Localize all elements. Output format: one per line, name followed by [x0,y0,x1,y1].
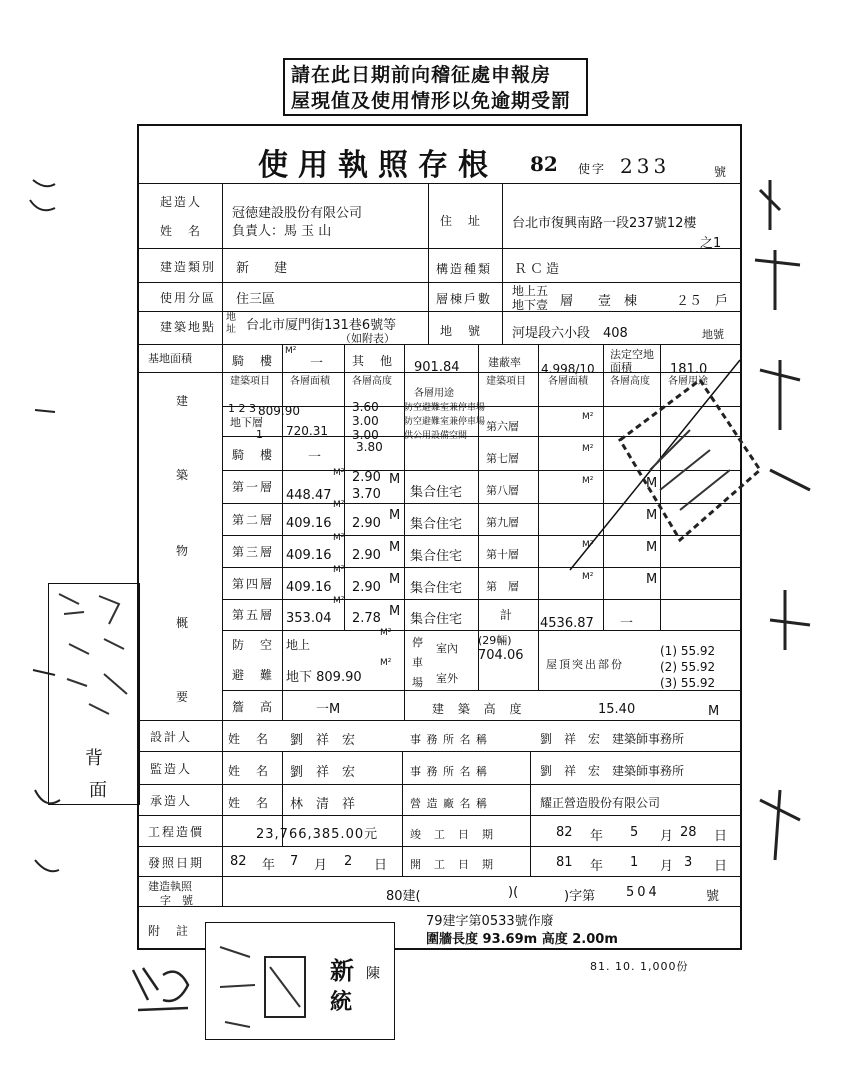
floors-hu: ２５ 戶 [676,294,729,309]
unit-m: M [646,476,658,491]
floors-above: 地上五 [512,284,549,298]
supervisor-name: 劉 祥 宏 [290,765,356,780]
unit-m: M [389,604,401,619]
permit-mid-field: )( [508,885,519,900]
address-value: 台北市復興南路一段237號12樓 [512,216,697,231]
height-unit: M [708,704,720,719]
row-divider [137,720,742,721]
floor-3-use: 集合住宅 [410,549,463,564]
complete-month: 5 [630,825,639,840]
parking-label-1: 停 [412,636,423,649]
col-header-item-2: 建築項目 [486,376,526,387]
basement-height-1: 3.60 [352,400,379,414]
floor-1-height-2: 3.70 [352,487,381,502]
floor-1-height: 2.90 [352,470,381,485]
unit-m2: M² [380,628,392,638]
unit-m2: M² [380,658,392,668]
roof-value-1: (1) 55.92 [660,644,716,658]
supervisor-office: 劉 祥 宏 建築師事務所 [540,764,685,778]
unit-m: M [646,540,658,555]
build-type-label: 建造類別 [160,260,217,274]
unit-m2: M² [333,565,345,575]
unit-m2: M² [285,346,297,356]
permit-year-field: 80建( [386,889,421,904]
stamp-sign-char: 陳 [366,966,380,982]
land-value: 河堤段六小段 408 [512,326,628,341]
floor-2-use: 集合住宅 [410,517,463,532]
basement-height-3: 3.00 [352,428,379,442]
parking-count: (29輛) [478,634,512,647]
notes-footer: 81. 10. 1,000份 [590,960,689,973]
contractor-name: 林 清 祥 [290,797,356,812]
starter-company: 冠徳建設股份有限公司 [232,206,363,221]
height-value: 15.40 [598,702,636,717]
unit-m2: M² [333,500,345,510]
arcade-row-area: 一 [308,450,322,465]
unit-m2: M² [582,412,594,422]
structure-value: ＲＣ造 [514,262,563,277]
designer-name-label: 姓 名 [228,732,271,746]
col-divider [222,183,223,906]
shelter-below: 地下 809.90 [286,670,362,685]
permit-hao-field: 號 [706,889,720,904]
floors-dong: 壹 棟 [598,294,638,309]
start-year-char: 年 [590,859,604,874]
shelter-label-2: 避 難 [232,668,275,682]
col-header-use-2: 各層用途 [668,376,708,387]
col-divider [502,183,503,344]
floor-4-label: 第四層 [232,577,275,591]
total-height: 一 [620,616,634,631]
basement-sub-2: 1 [256,428,263,441]
parking-area: 704.06 [478,648,524,663]
complete-year: 82 [556,825,573,840]
arcade-value: 一 [310,356,324,371]
total-label: 計 [500,608,515,622]
shelter-label: 防 空 [232,638,275,652]
basement-use-3: 供公用設備空間 [404,431,468,441]
floor-4-height: 2.90 [352,580,381,595]
stamp-new-char-2: 統 [330,989,353,1015]
unit-m2: M² [582,540,594,550]
col-divider [428,183,429,344]
col-divider [538,344,539,690]
roof-value-2: (2) 55.92 [660,660,716,674]
arcade-label: 騎 樓 [232,354,275,368]
row-divider [137,784,742,785]
col-header-item: 建築項目 [230,376,270,387]
floors-below: 地下壹 [512,298,549,312]
row-divider [137,815,742,816]
supervisor-office-label: 事 務 所 名 稱 [410,765,488,778]
floor-5-use: 集合住宅 [410,612,463,627]
start-month-char: 月 [660,859,674,874]
floor-1-label: 第一層 [232,480,275,494]
floor-5-height: 2.78 [352,611,381,626]
basement-label: 地下層 [230,416,263,429]
floor-2-height: 2.90 [352,516,381,531]
roof-label: 屋頂突出部份 [546,658,624,671]
address-label: 住 址 [440,214,483,228]
complete-year-char: 年 [590,829,604,844]
parking-label-2: 車 [412,656,423,669]
form-title: 使用執照存根 [258,148,498,183]
deadline-notice-stamp [283,58,588,116]
start-label: 開 工 日 期 [410,858,494,871]
floor-1-area: 448.47 [286,488,332,503]
notes-line-2: 圍牆長度 93.69m 高度 2.00m [426,932,618,947]
notice-line-1: 請在此日期前向稽征處申報房 [291,64,552,86]
unit-m: M [646,572,658,587]
supervisor-label: 監造人 [150,762,193,776]
start-month: 1 [630,855,639,870]
floor-6-label: 第六層 [486,420,519,433]
cost-value: 23,766,385.00元 [256,827,379,842]
zone-value: 住三區 [236,292,276,307]
unit-m2: M² [582,572,594,582]
issue-month: 7 [290,854,299,869]
designer-office-label: 事 務 所 名 稱 [410,733,488,746]
basement-height-2: 3.00 [352,414,379,428]
start-day-char: 日 [714,859,728,874]
contractor-firm: 耀正營造股份有限公司 [540,796,661,810]
notes-line-1: 79建字第0533號作廢 [426,914,554,929]
structure-label: 構造種類 [436,262,493,276]
edge-scan-marks [25,170,65,890]
build-type-value: 新 建 [236,261,294,276]
floor-5-area: 353.04 [286,611,332,626]
issue-year: 82 [230,854,247,869]
col-divider [530,751,531,876]
permit-char-label: 使字 [578,162,607,176]
floor-2-area: 409.16 [286,516,332,531]
base-area-label: 基地面積 [148,352,192,365]
section-char-3: 物 [176,544,191,558]
issue-year-char: 年 [262,858,276,873]
supervisor-name-label: 姓 名 [228,764,271,778]
designer-name: 劉 祥 宏 [290,733,356,748]
floor-10-label: 第十層 [486,548,519,561]
right-seal-marks [740,170,850,890]
basement-sub: 1 2 3 [228,402,256,415]
floor-8-label: 第八層 [486,484,519,497]
other-value: 901.84 [414,360,460,375]
site-addr-mark: 地址 [226,312,236,335]
legal-space-value: 181.0 [670,362,708,377]
floors-label: 層棟戶數 [436,292,493,306]
permit-number: 233 [620,154,671,178]
section-char-1: 建 [176,394,191,408]
row-divider [137,876,742,877]
unit-m: M [389,540,401,555]
site-note: （如附表） [340,332,395,345]
floor-3-area: 409.16 [286,548,332,563]
issue-label: 發照日期 [148,856,205,870]
zone-label: 使用分區 [160,291,217,305]
row-divider [222,630,742,631]
signature-mark [128,960,198,1020]
unit-m: M [646,508,658,523]
complete-day-char: 日 [714,829,728,844]
issue-month-char: 月 [314,858,328,873]
start-year: 81 [556,855,573,870]
complete-month-char: 月 [660,829,674,844]
issue-day: 2 [344,854,353,869]
contractor-label: 承造人 [150,794,193,808]
floor-3-label: 第三層 [232,545,275,559]
cost-label: 工程造價 [148,825,205,839]
complete-label: 竣 工 日 期 [410,828,494,841]
basement-use-2: 防空避難室兼停車場 [404,417,486,427]
col-header-use: 各層用途 [414,388,454,399]
total-area: 4536.87 [540,616,594,631]
permit-year: 82 [530,152,558,176]
unit-m2: M² [582,476,594,486]
bottom-approval-stamp [205,922,395,1040]
col-divider [282,344,283,720]
col-header-height-2: 各層高度 [610,376,650,387]
designer-office: 劉 祥 宏 建築師事務所 [540,732,685,746]
arcade-row-label: 騎 樓 [232,448,275,462]
starter-label: 起造人 [160,195,203,209]
height-label: 建 築 高 度 [432,702,527,716]
floor-1-use: 集合住宅 [410,485,463,500]
col-header-height: 各層高度 [352,376,392,387]
land-suffix: 地號 [702,328,724,341]
unit-m: M [389,572,401,587]
row-divider [137,906,742,907]
section-char-5: 要 [176,690,191,704]
roof-value-3: (3) 55.92 [660,676,716,690]
designer-label: 設計人 [150,730,193,744]
notice-line-2: 屋現值及使用情形以免逾期受罰 [291,90,572,112]
stamp-new-char: 新 [330,956,354,985]
floors-unit: 層 [560,294,574,309]
permit-label: 建造執照 [148,880,192,893]
eaves-value: 一M [316,702,341,717]
basement-area-1: 809.90 [258,404,300,418]
other-label: 其 他 [352,354,395,368]
permit-char-field: )字第 [564,889,596,904]
coverage-label: 建蔽率 [488,356,521,369]
unit-m2: M² [333,596,345,606]
parking-label-3: 場 [412,676,423,689]
col-divider [344,344,345,630]
permit-number-field: 504 [626,885,660,900]
col-header-area-2: 各層面積 [548,376,588,387]
address-value-2: 之1 [700,236,722,251]
site-value: 台北市厦門街131巷6號等 [246,318,397,333]
side-back-char: 背 [85,748,103,769]
coverage-value: 4.998/10 [541,362,595,376]
section-char-2: 築 [176,468,191,482]
unit-m: M [389,472,401,487]
notes-label: 附 註 [148,924,191,938]
floor-5-label: 第五層 [232,608,275,622]
contractor-firm-label: 營 造 廠 名 稱 [410,797,488,810]
row-divider [137,282,742,283]
arcade-row-height: 3.80 [356,440,383,454]
section-char-4: 概 [176,616,191,630]
permit-hao: 號 [714,165,729,179]
parking-outdoor: 室外 [436,672,458,685]
row-divider [137,248,742,249]
site-label: 建築地點 [160,320,217,334]
contractor-name-label: 姓 名 [228,796,271,810]
unit-m: M [389,508,401,523]
parking-indoor: 室內 [436,642,458,655]
starter-owner: 負責人：馬 玉 山 [232,224,332,239]
issue-day-char: 日 [374,858,388,873]
stamp-box-marks [210,927,320,1037]
row-divider [222,690,742,691]
start-day: 3 [684,855,693,870]
unit-m2: M² [582,444,594,454]
unit-m2: M² [333,533,345,543]
basement-area-2: 720.31 [286,424,328,438]
floor-4-area: 409.16 [286,580,332,595]
eaves-label: 簷 高 [232,700,275,714]
row-divider [137,751,742,752]
row-divider [137,846,742,847]
floor-2-label: 第二層 [232,513,275,527]
shelter-above: 地上 [286,638,311,652]
floor-n-label: 第 層 [486,580,519,593]
permit-label-2: 字 號 [160,894,193,907]
complete-day: 28 [680,825,697,840]
legal-space-label: 法定空地面積 [610,348,654,374]
starter-name-label: 姓 名 [160,224,203,238]
row-divider [137,183,742,184]
floor-4-use: 集合住宅 [410,581,463,596]
side-face-char: 面 [89,780,107,801]
basement-use-1: 防空避難室兼停車場 [404,403,486,413]
col-header-area: 各層面積 [290,376,330,387]
floor-9-label: 第九層 [486,516,519,529]
col-divider [402,751,403,876]
floor-7-label: 第七層 [486,452,519,465]
land-label: 地 號 [440,324,483,338]
unit-m2: M² [333,468,345,478]
floor-3-height: 2.90 [352,548,381,563]
